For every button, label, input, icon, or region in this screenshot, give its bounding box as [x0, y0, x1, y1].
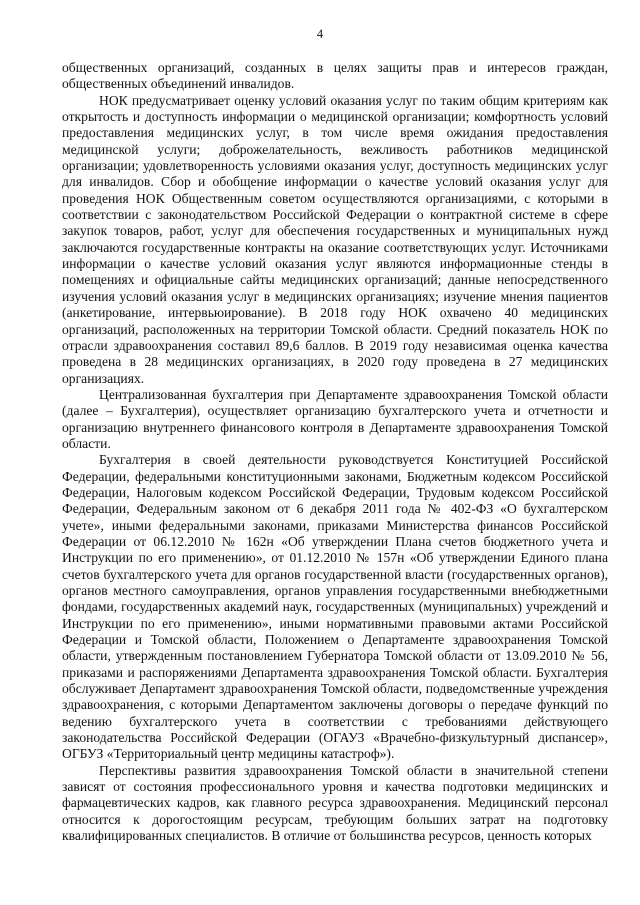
- paragraph-nok-assessment: НОК предусматривает оценку условий оказания услуг по таким общим критериям как открытость и доступность информации о медицинской организации; комфортность условий предоставления медицинских услуг, в том числе время ожидания предоставления медицинской услуги; доброжелательность, вежливость работников медицинской организации; удовлетворенность условиями оказания услуг, доступность медицинских услуг для инвалидов. Сбор и обобщение информации о качестве условий оказания услуг для проведения НОК Общественным советом осуществляются организациями, с которыми в соответствии с законодательством Российской Федерации о контрактной системе в сфере закупок товаров, работ, услуг для обеспечения государственных и муниципальных нужд заключаются государственные контракты на оказание соответствующих услуг. Источниками информации о качестве условий оказания услуг являются информационные стенды в помещениях и официальные сайты медицинских организаций; данные непосредственного изучения условий оказания услуг в медицинских организациях; изучение мнения пациентов (анкетирование, интервьюирование). В 2018 году НОК охвачено 40 медицинских организаций, расположенных на территории Томской области. Средний показатель НОК по отрасли здравоохранения составил 89,6 баллов. В 2019 году независимая оценка качества проведена в 28 медицинских организациях, в 2020 году проведена в 27 медицинских организациях.: [62, 92, 608, 386]
- paragraph-continuation: общественных организаций, созданных в целях защиты прав и интересов граждан, общественных объединений инвалидов.: [62, 60, 608, 92]
- paragraph-development-prospects: Перспективы развития здравоохранения Томской области в значительной степени зависят от состояния профессионального уровня и качества подготовки медицинских и фармацевтических кадров, как главного ресурса здравоохранения. Медицинский персонал относится к дорогостоящим ресурсам, требующим больших затрат на подготовку квалифицированных специалистов. В отличие от большинства ресурсов, ценность которых: [62, 762, 608, 844]
- paragraph-accounting-legal-basis: Бухгалтерия в своей деятельности руководствуется Конституцией Российской Федерации, федеральными конституционными законами, Бюджетным кодексом Российской Федерации, Налоговым кодексом Российской Федерации, Трудовым кодексом Российской Федерации, Федеральным законом от 6 декабря 2011 года № 402-ФЗ «О бухгалтерском учете», иными федеральными законами, приказами Министерства финансов Российской Федерации от 06.12.2010 № 162н «Об утверждении Плана счетов бюджетного учета и Инструкции по его применению», от 01.12.2010 № 157н «Об утверждении Единого плана счетов бухгалтерского учета для органов государственной власти (государственных органов), органов местного самоуправления, органов управления государственными внебюджетными фондами, государственных академий наук, государственных (муниципальных) учреждений и Инструкции по его применению», иными нормативными правовыми актами Российской Федерации и Томской области, Положением о Департаменте здравоохранения Томской области, утвержденным постановлением Губернатора Томской области от 13.09.2010 № 56, приказами и распоряжениями Департамента здравоохранения Томской области. Бухгалтерия обслуживает Департамент здравоохранения Томской области, подведомственные учреждения здравоохранения, с которыми Департаментом заключены договоры о передаче функций по ведению бухгалтерского учета в соответствии с требованиями действующего законодательства Российской Федерации (ОГАУЗ «Врачебно-физкультурный диспансер», ОГБУЗ «Территориальный центр медицины катастроф»).: [62, 452, 608, 762]
- page-number: 4: [316, 27, 324, 41]
- paragraph-centralized-accounting: Централизованная бухгалтерия при Департаменте здравоохранения Томской области (далее – Бухгалтерия), осуществляет организацию бухгалтерского учета и отчетности и организацию внутреннего финансового контроля в Департаменте здравоохранения Томской области.: [62, 386, 608, 451]
- document-body: [62, 60, 608, 845]
